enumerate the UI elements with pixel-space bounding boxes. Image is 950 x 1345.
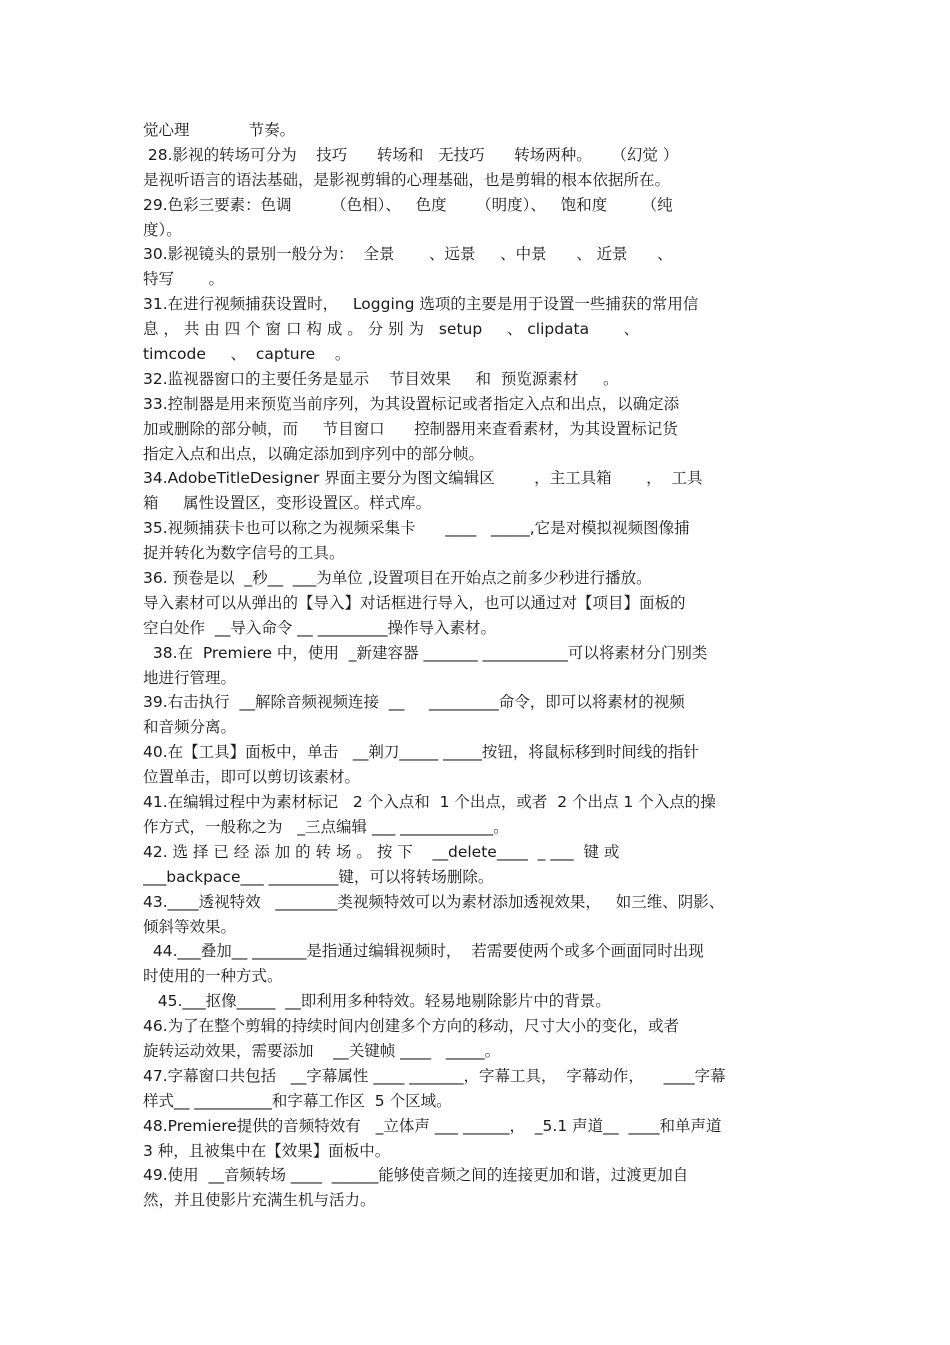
text-line: 地进行管理。 [143,668,237,687]
text-line: 35.视频捕获卡也可以称之为视频采集卡 ____ _____,它是对模拟视频图像捕 [143,519,690,538]
text-line: 47.字幕窗口共包括 __字幕属性 ____ _______，字幕工具， 字幕动作， ____字幕 [143,1066,726,1085]
text-line: 45.___抠像_____ __即利用多种特效。轻易地剔除影片中的背景。 [143,992,611,1011]
text-line: 旋转运动效果，需要添加 __关键帧 ____ _____。 [143,1041,501,1060]
text-line: 觉心理 节奏。 [143,121,296,139]
text-line: 34.AdobeTitleDesigner 界面主要分为图文编辑区 ，主工具箱 ， 工具 [143,469,703,488]
text-line: 46.为了在整个剪辑的持续时间内创建多个方向的移动，尺寸大小的变化，或者 [143,1017,680,1036]
text-line: 30.影视镜头的景别一般分为： 全景 、远景 、中景 、 近景 、 [143,245,673,264]
text-line: 41.在编辑过程中为素材标记 2 个入点和 1 个出点，或者 2 个出点 1 个入点的操 [143,793,716,812]
text-line: 31.在进行视频捕获设置时， Logging 选项的主要是用于设置一些捕获的常用信 [143,295,699,314]
text-line: 指定入点和出点，以确定添加到序列中的部分帧。 [143,444,485,463]
text-line: 样式__ __________和字幕工作区 5 个区域。 [143,1091,452,1110]
text-line: 42. 选 择 已 经 添 加 的 转 场 。 按 下 __delete____ _ ___ 键 或 [143,842,620,861]
text-line: 时使用的一种方式。 [143,967,283,986]
text-line: 40.在【工具】面板中，单击 __剃刀_____ _____按钮，将鼠标移到时间线的指针 [143,743,699,762]
text-line: 49.使用 __音频转场 ____ ______能够使音频之间的连接更加和谐，过渡更加自 [143,1166,689,1185]
text-line: 39.右击执行 __解除音频视频连接 __ _________命令，即可以将素材的视频 [143,693,685,712]
text-line: 44.___叠加__ _______是指通过编辑视频时， 若需要使两个或多个画面同时出现 [143,942,704,961]
text-line: 捉并转化为数字信号的工具。 [143,544,345,563]
text-line: 32.监视器窗口的主要任务是显示 节目效果 和 预览源素材 。 [143,369,619,388]
text-line: 33.控制器是用来预览当前序列，为其设置标记或者指定入点和出点，以确定添 [143,394,680,413]
text-line: 3 种，且被集中在【效果】面板中。 [143,1141,391,1160]
text-line: 28.影视的转场可分为 技巧 转场和 无技巧 转场两种。 （幻觉 ） [143,145,679,164]
text-line: 位置单击，即可以剪切该素材。 [143,768,361,787]
text-line: 箱 属性设置区，变形设置区。样式库。 [143,494,432,513]
text-line: 36. 预卷是以 _秒__ ___为单位 ,设置项目在开始点之前多少秒进行播放。 [143,569,652,588]
text-line: 导入素材可以从弹出的【导入】对话框进行导入，也可以通过对【项目】面板的 [143,593,686,612]
text-line: 29.色彩三要素：色调 （色相）、 色度 （明度）、 饱和度 （纯 [143,195,673,214]
text-line: 是视听语言的语法基础，是影视剪辑的心理基础，也是剪辑的根本依据所在。 [143,170,671,189]
text-line: 空白处作 __导入命令 __ _________操作导入素材。 [143,618,496,637]
text-line: 特写 。 [143,270,224,289]
document-body [143,118,808,1213]
text-line: 43.____透视特效 ________类视频特效可以为素材添加透视效果， 如三维、阴影、 [143,892,725,911]
text-line: 倾斜等效果。 [143,917,237,936]
text-line: 48.Premiere提供的音频特效有 _立体声 ___ ______， _5.1 声道__ ____和单声道 [143,1116,722,1135]
text-line: 和音频分离。 [143,718,237,737]
text-line: 息 ， 共 由 四 个 窗 口 构 成 。 分 别 为 setup 、 clipdata 、 [143,320,640,339]
text-line: timcode 、 capture 。 [143,345,351,364]
text-line: 38.在 Premiere 中，使用 _新建容器 _______ ___________可以将素材分门别类 [143,643,708,662]
text-line: 作方式，一般称之为 _三点编辑 ___ ____________。 [143,817,509,836]
text-line: 加或删除的部分帧，而 节目窗口 控制器用来查看素材，为其设置标记货 [143,419,678,438]
text-line: 度）。 [143,220,182,239]
text-line: ___backpace___ _________键，可以将转场删除。 [143,867,494,886]
text-line: 然，并且使影片充满生机与活力。 [143,1191,376,1210]
